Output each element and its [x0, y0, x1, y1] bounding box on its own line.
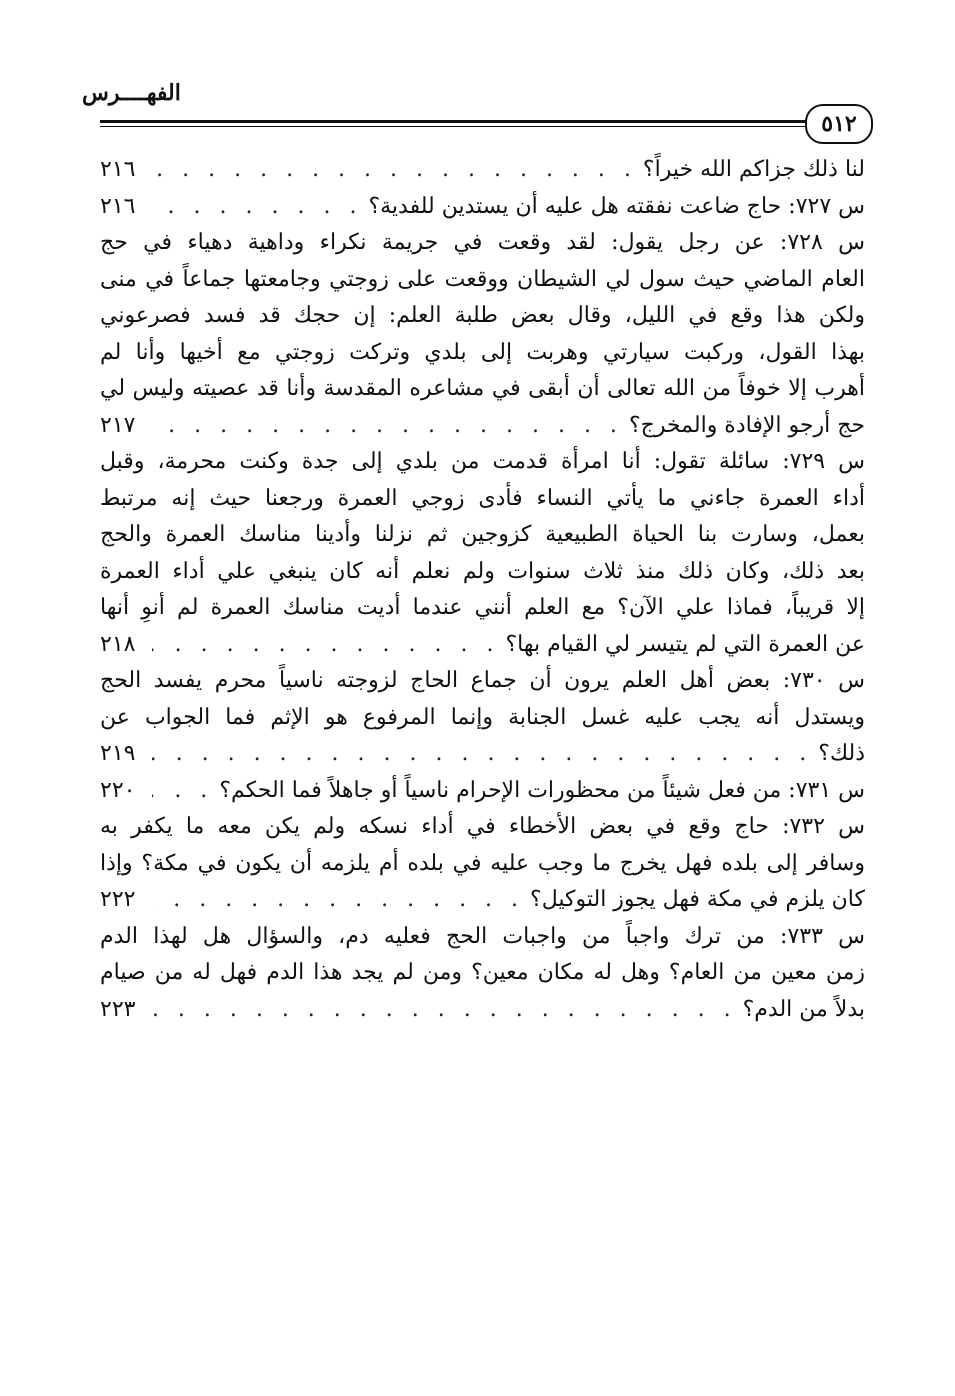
- index-line: [100, 736, 865, 773]
- index-line: [100, 700, 865, 737]
- index-line: [100, 444, 865, 481]
- dot-leader: [152, 152, 643, 189]
- index-line-text: وسافر إلى بلده فهل يخرج ما وجب عليه في بلده أم يلزمه أن يكون في مكة؟ وإذا: [100, 850, 865, 876]
- index-page-number: ٢٢٠: [100, 777, 136, 803]
- index-page-number: ٢٢٣: [100, 996, 136, 1022]
- index-line-text: س ٧٣١: من فعل شيئاً من محظورات الإحرام ناسياً أو جاهلاً فما الحكم؟: [219, 777, 865, 803]
- index-line: [100, 882, 865, 919]
- index-line: [100, 846, 865, 883]
- dot-leader: [152, 882, 530, 919]
- index-page-number: ٢١٨: [100, 631, 136, 657]
- index-page-number: ٢١٩: [100, 741, 136, 766]
- index-line-text: إلا قريباً، فماذا علي الآن؟ مع العلم أنني عندما أديت مناسك العمرة لم أنوِ أنها: [100, 595, 865, 620]
- index-line-text: أداء العمرة جاءني ما يأتي النساء فأدى زوجي العمرة ورجعنا حيث إنه مرتبط: [100, 485, 865, 511]
- dot-leader: [152, 773, 219, 810]
- index-line: [100, 554, 865, 591]
- index-line-text: بعمل، وسارت بنا الحياة الطبيعية كزوجين ثم نزلنا وأدينا مناسك العمرة والحج: [100, 522, 865, 547]
- index-line: [100, 517, 865, 554]
- index-line-text: بعد ذلك، وكان ذلك منذ ثلاث سنوات ولم نعلم أنه كان ينبغي علي أداء العمرة: [100, 558, 865, 584]
- index-line: [100, 189, 865, 226]
- header-rule: [100, 120, 810, 123]
- index-page-number: ٢١٦: [100, 157, 136, 182]
- dot-leader: [152, 627, 505, 664]
- index-line-text: س ٧٣٠: بعض أهل العلم يرون أن جماع الحاج لزوجته ناسياً محرم يفسد الحج: [100, 668, 865, 693]
- index-line-text: العام الماضي حيث سول لي الشيطان ووقعت على زوجتي وجامعتها جماعاً في منى: [100, 266, 865, 292]
- index-line: [100, 627, 865, 664]
- index-line: [100, 590, 865, 627]
- index-line-text: حج أرجو الإفادة والمخرج؟: [628, 412, 865, 438]
- index-line: [100, 152, 865, 189]
- index-line-text: س ٧٢٧: حاج ضاعت نفقته هل عليه أن يستدين للفدية؟: [368, 193, 865, 219]
- index-content: [100, 152, 865, 1028]
- index-line-text: ويستدل أنه يجب عليه غسل الجنابة وإنما المرفوع هو الإثم فما الجواب عن: [100, 704, 865, 730]
- index-line: [100, 262, 865, 299]
- index-line-text: بدلاً من الدم؟: [742, 996, 865, 1022]
- index-line: [100, 773, 865, 810]
- index-line: [100, 809, 865, 846]
- index-line-text: ولكن هذا وقع في الليل، وقال بعض طلبة العلم: إن حجك قد فسد فصرعوني: [100, 303, 865, 328]
- index-page-number: ٢١٦: [100, 193, 136, 219]
- index-line: [100, 992, 865, 1029]
- index-line: [100, 298, 865, 335]
- index-line-text: عن العمرة التي لم يتيسر لي القيام بها؟: [505, 631, 865, 657]
- index-line-text: زمن معين من العام؟ وهل له مكان معين؟ ومن لم يجد هذا الدم فهل له من صيام: [100, 960, 865, 985]
- index-line-text: بهذا القول، وركبت سيارتي وهربت إلى بلدي وتركت زوجتي مع أخيها وأنا لم: [100, 339, 865, 365]
- index-line: [100, 955, 865, 992]
- index-line: [100, 225, 865, 262]
- index-line: [100, 481, 865, 518]
- index-line-text: كان يلزم في مكة فهل يجوز التوكيل؟: [530, 887, 865, 912]
- index-line: [100, 408, 865, 445]
- index-line-text: س ٧٣٢: حاج وقع في بعض الأخطاء في أداء نسكه ولم يكن معه ما يكفر به: [100, 814, 865, 839]
- dot-leader: [152, 992, 743, 1029]
- index-line-text: لنا ذلك جزاكم الله خيراً؟: [642, 157, 865, 182]
- index-line-text: س ٧٢٩: سائلة تقول: أنا امرأة قدمت من بلدي إلى جدة وكنت محرمة، وقبل: [100, 449, 865, 474]
- index-line-text: ذلك؟: [818, 741, 865, 766]
- index-line: [100, 663, 865, 700]
- dot-leader: [152, 408, 629, 445]
- index-line-text: س ٧٣٣: من ترك واجباً من واجبات الحج فعليه دم، والسؤال هل لهذا الدم: [100, 923, 865, 949]
- header-title: الفهــــرس: [82, 80, 181, 106]
- index-line-text: س ٧٢٨: عن رجل يقول: لقد وقعت في جريمة نكراء وداهية دهياء في حج: [100, 230, 865, 255]
- index-line: [100, 335, 865, 372]
- dot-leader: [152, 736, 818, 773]
- page-number-badge: ٥١٢: [805, 104, 873, 144]
- index-line-text: أهرب إلا خوفاً من الله تعالى أن أبقى في مشاعره المقدسة وأنا قد عصيته وليس لي: [100, 376, 865, 401]
- header-rule-thin: [100, 126, 810, 127]
- index-line: [100, 371, 865, 408]
- index-page-number: ٢١٧: [100, 412, 136, 438]
- index-page-number: ٢٢٢: [100, 887, 136, 912]
- dot-leader: [152, 189, 368, 226]
- index-line: [100, 919, 865, 956]
